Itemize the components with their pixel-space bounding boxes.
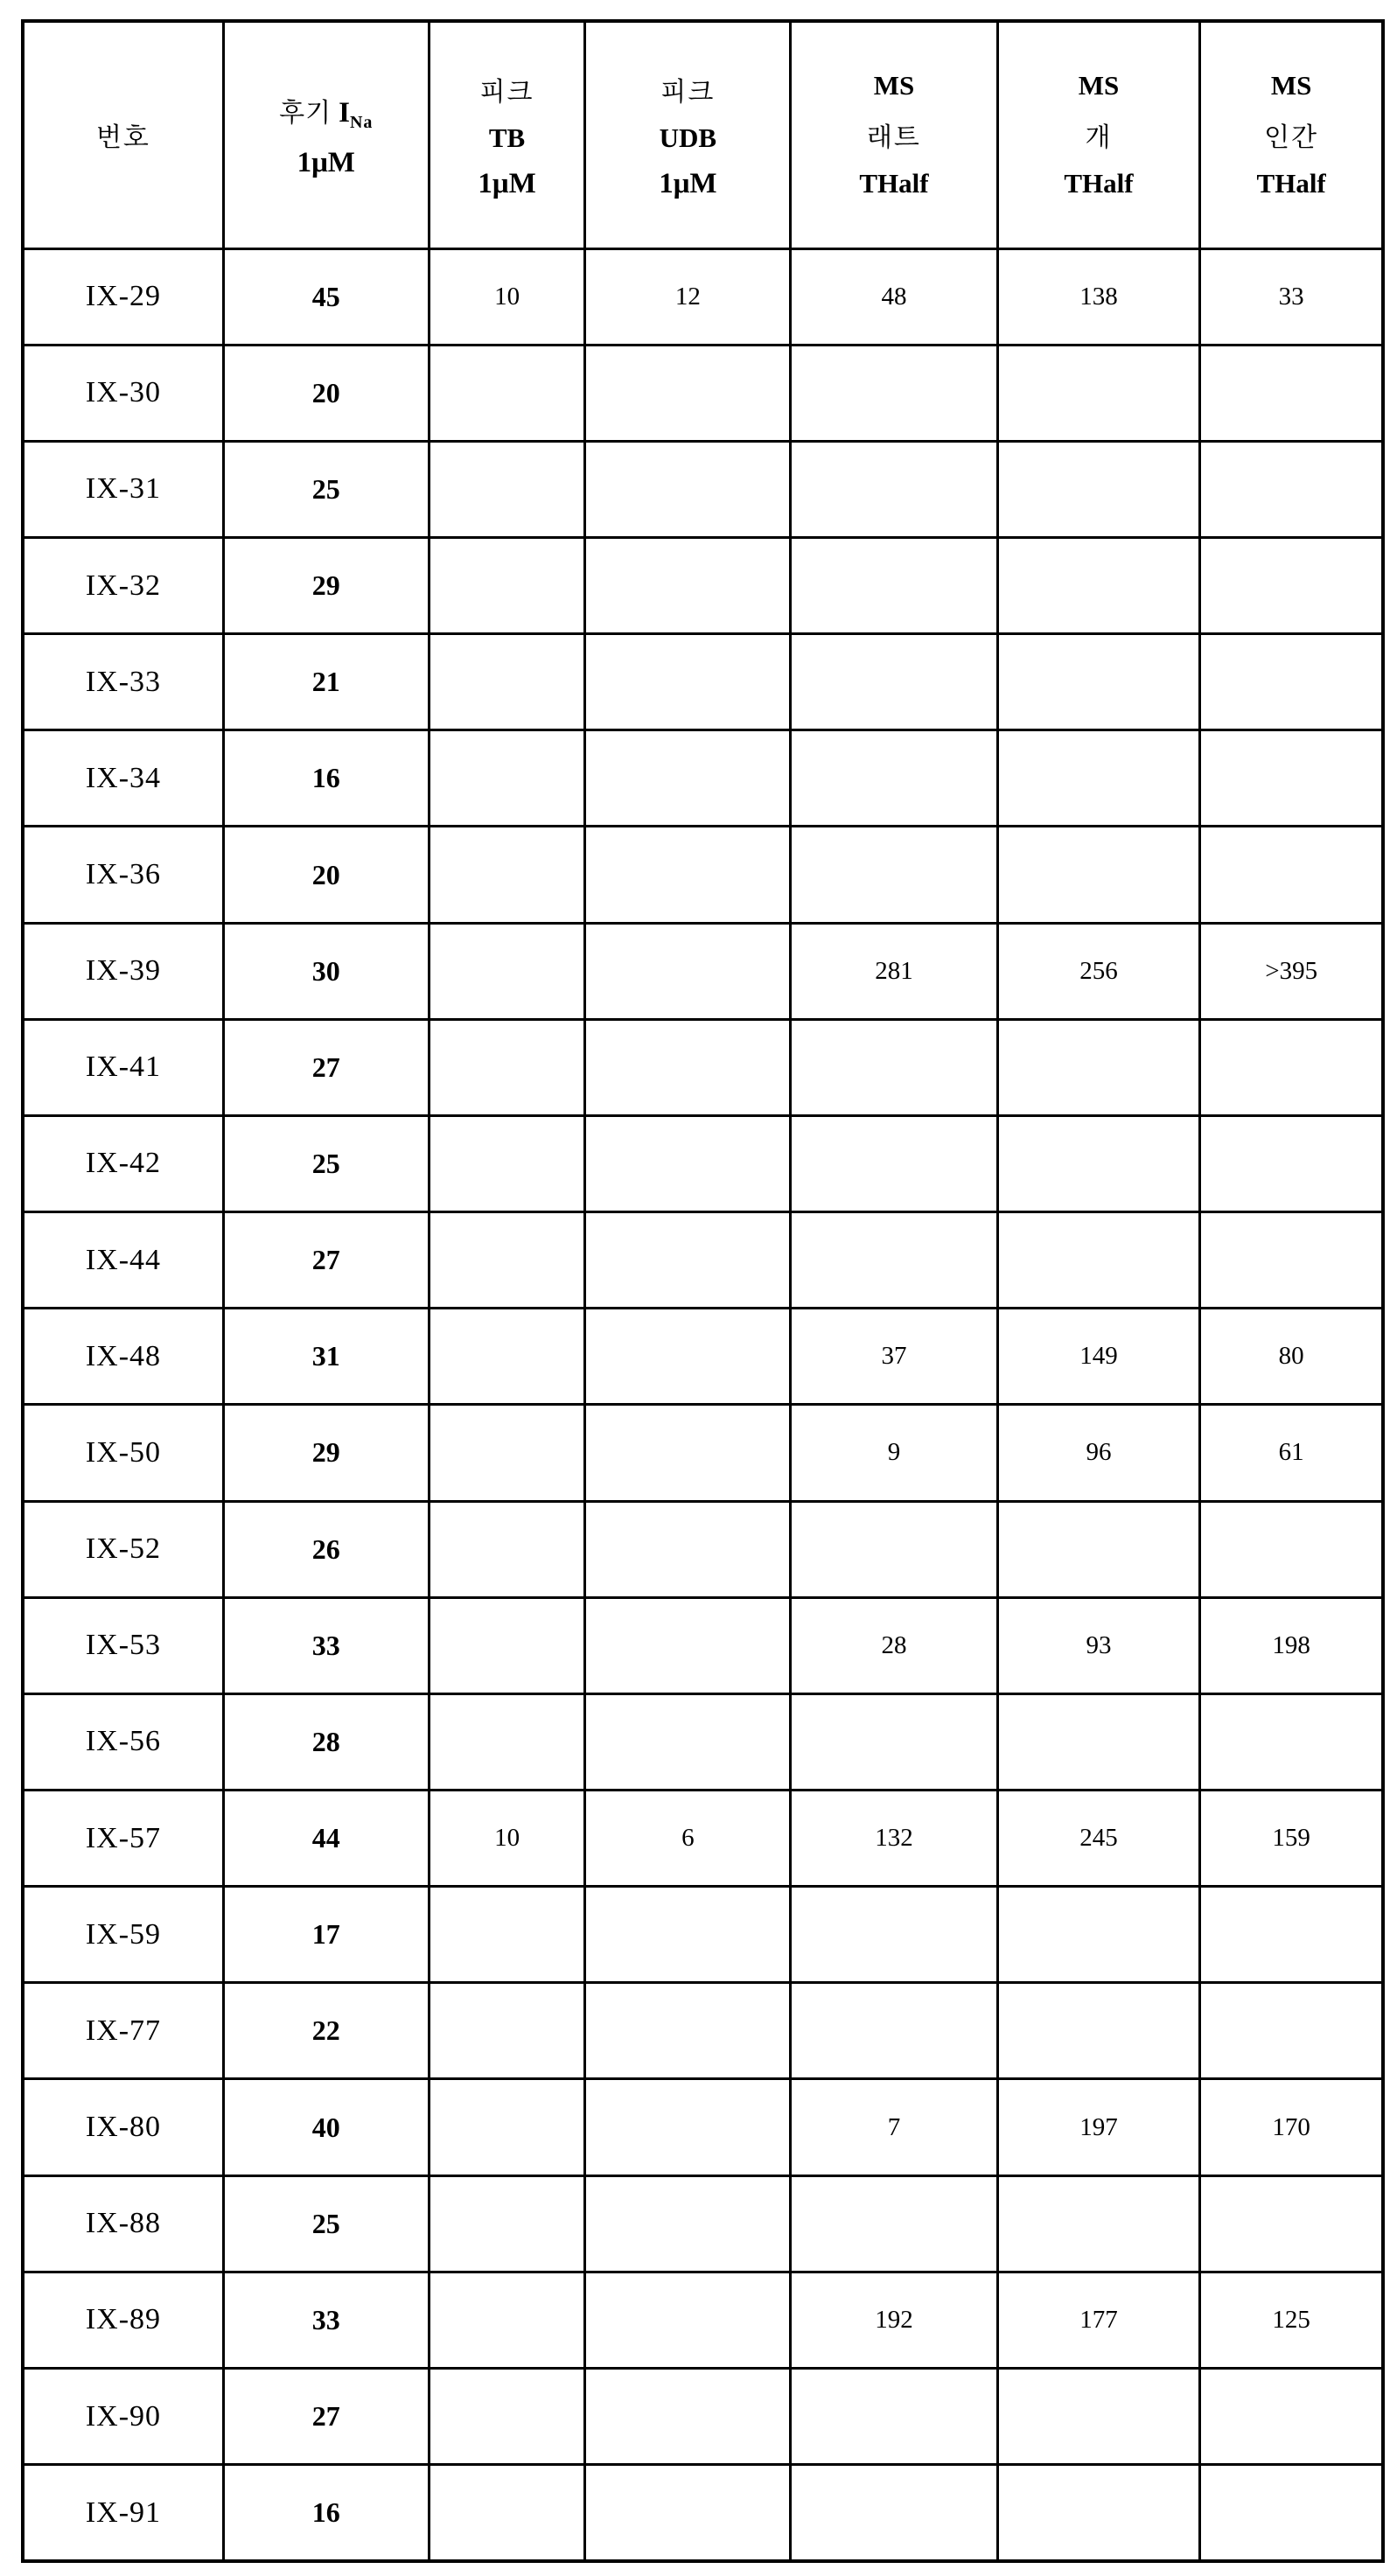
table-row xyxy=(23,730,1383,827)
cell-ms-dog-thalf xyxy=(997,1019,1200,1115)
cell-peak-udb-value xyxy=(585,1887,791,1983)
cell-ms-human-thalf xyxy=(1200,730,1383,827)
cell-ms-dog-thalf: 149 xyxy=(997,1309,1200,1405)
cell-peak-udb-value xyxy=(585,1597,791,1693)
cell-ms-dog-thalf: 256 xyxy=(997,923,1200,1019)
cell-peak-udb-value xyxy=(585,2175,791,2272)
cell-peak-tb-value xyxy=(429,345,585,441)
cell-compound-number: IX-30 xyxy=(23,345,223,441)
cell-peak-tb-value xyxy=(429,1887,585,1983)
cell-peak-tb-value xyxy=(429,1405,585,1501)
cell-ms-rat-thalf xyxy=(791,1887,997,1983)
table-row xyxy=(23,2368,1383,2464)
cell-ms-human-thalf xyxy=(1200,441,1383,537)
cell-peak-udb-value xyxy=(585,1693,791,1790)
cell-late-ina-value: 22 xyxy=(223,1983,429,2079)
cell-ms-human-thalf: 33 xyxy=(1200,248,1383,345)
cell-peak-udb-value xyxy=(585,1212,791,1309)
cell-late-ina-value: 44 xyxy=(223,1791,429,1887)
cell-ms-rat-thalf xyxy=(791,537,997,633)
header-ms-label: MS xyxy=(873,70,915,101)
cell-peak-udb-value xyxy=(585,441,791,537)
cell-ms-human-thalf: 80 xyxy=(1200,1309,1383,1405)
cell-peak-udb-value xyxy=(585,634,791,730)
cell-ms-human-thalf xyxy=(1200,1693,1383,1790)
cell-late-ina-value: 33 xyxy=(223,2272,429,2368)
cell-compound-number: IX-32 xyxy=(23,537,223,633)
table-row xyxy=(23,248,1383,345)
cell-ms-dog-thalf xyxy=(997,827,1200,923)
cell-peak-udb-value xyxy=(585,2368,791,2464)
cell-compound-number: IX-50 xyxy=(23,1405,223,1501)
cell-peak-tb-value xyxy=(429,1597,585,1693)
cell-peak-udb-value xyxy=(585,2465,791,2561)
table-row xyxy=(23,1019,1383,1115)
cell-late-ina-value: 26 xyxy=(223,1501,429,1597)
table-row xyxy=(23,1309,1383,1405)
cell-late-ina-value: 27 xyxy=(223,1212,429,1309)
cell-compound-number: IX-53 xyxy=(23,1597,223,1693)
cell-ms-human-thalf xyxy=(1200,827,1383,923)
cell-peak-udb-value xyxy=(585,1019,791,1115)
cell-ms-dog-thalf xyxy=(997,2175,1200,2272)
cell-peak-tb-value xyxy=(429,730,585,827)
table-row xyxy=(23,634,1383,730)
header-ms-label: MS xyxy=(1270,70,1312,101)
cell-peak-tb-value xyxy=(429,634,585,730)
header-thalf-label: THalf xyxy=(1256,168,1326,199)
cell-late-ina-value: 20 xyxy=(223,345,429,441)
header-ms-label: MS xyxy=(1078,70,1120,101)
cell-peak-tb-value xyxy=(429,1115,585,1211)
cell-compound-number: IX-57 xyxy=(23,1791,223,1887)
cell-ms-rat-thalf xyxy=(791,1115,997,1211)
cell-compound-number: IX-34 xyxy=(23,730,223,827)
header-row xyxy=(23,21,1383,248)
cell-ms-dog-thalf xyxy=(997,2465,1200,2561)
header-late-ina-label: 후기 $I_{Na}$ xyxy=(279,96,374,132)
cell-peak-udb-value xyxy=(585,2272,791,2368)
cell-ms-human-thalf xyxy=(1200,2175,1383,2272)
cell-ms-human-thalf xyxy=(1200,1212,1383,1309)
cell-ms-rat-thalf xyxy=(791,441,997,537)
cell-compound-number: IX-56 xyxy=(23,1693,223,1790)
cell-ms-human-thalf xyxy=(1200,2465,1383,2561)
cell-peak-tb-value xyxy=(429,1693,585,1790)
header-rat-label: 래트 xyxy=(866,123,921,153)
cell-ms-rat-thalf xyxy=(791,2465,997,2561)
cell-peak-udb-value xyxy=(585,2079,791,2175)
table-row xyxy=(23,1501,1383,1597)
cell-late-ina-value: 45 xyxy=(223,248,429,345)
cell-ms-human-thalf xyxy=(1200,1983,1383,2079)
cell-peak-tb-value: 10 xyxy=(429,1791,585,1887)
table-row xyxy=(23,2272,1383,2368)
header-tb-label: TB xyxy=(488,122,526,153)
cell-compound-number: IX-29 xyxy=(23,248,223,345)
header-cell-peak-udb xyxy=(585,21,791,248)
cell-compound-number: IX-90 xyxy=(23,2368,223,2464)
cell-ms-human-thalf xyxy=(1200,1019,1383,1115)
cell-late-ina-value: 40 xyxy=(223,2079,429,2175)
cell-peak-udb-value xyxy=(585,537,791,633)
cell-ms-dog-thalf: 197 xyxy=(997,2079,1200,2175)
header-udb-conc: 1μM xyxy=(659,167,717,199)
cell-ms-rat-thalf xyxy=(791,345,997,441)
cell-ms-dog-thalf xyxy=(997,1887,1200,1983)
table-row xyxy=(23,537,1383,633)
table-row xyxy=(23,923,1383,1019)
cell-peak-tb-value: 10 xyxy=(429,248,585,345)
cell-ms-rat-thalf: 192 xyxy=(791,2272,997,2368)
cell-peak-tb-value xyxy=(429,827,585,923)
table-row xyxy=(23,2079,1383,2175)
cell-ms-rat-thalf xyxy=(791,634,997,730)
cell-late-ina-value: 25 xyxy=(223,1115,429,1211)
cell-ms-human-thalf: 198 xyxy=(1200,1597,1383,1693)
cell-ms-rat-thalf xyxy=(791,1501,997,1597)
cell-peak-tb-value xyxy=(429,441,585,537)
cell-late-ina-value: 20 xyxy=(223,827,429,923)
cell-compound-number: IX-44 xyxy=(23,1212,223,1309)
cell-ms-dog-thalf xyxy=(997,1115,1200,1211)
cell-ms-rat-thalf: 132 xyxy=(791,1791,997,1887)
cell-peak-udb-value xyxy=(585,1501,791,1597)
cell-peak-tb-value xyxy=(429,2272,585,2368)
cell-peak-tb-value xyxy=(429,1019,585,1115)
cell-ms-human-thalf xyxy=(1200,634,1383,730)
header-cell-ms-dog xyxy=(997,21,1200,248)
cell-ms-rat-thalf xyxy=(791,1212,997,1309)
compound-activity-table xyxy=(21,19,1385,2563)
cell-compound-number: IX-59 xyxy=(23,1887,223,1983)
cell-peak-tb-value xyxy=(429,1309,585,1405)
header-cell-ms-human xyxy=(1200,21,1383,248)
cell-compound-number: IX-52 xyxy=(23,1501,223,1597)
table-row xyxy=(23,1405,1383,1501)
cell-peak-tb-value xyxy=(429,2175,585,2272)
cell-ms-dog-thalf xyxy=(997,345,1200,441)
cell-compound-number: IX-91 xyxy=(23,2465,223,2561)
cell-compound-number: IX-42 xyxy=(23,1115,223,1211)
cell-ms-dog-thalf xyxy=(997,634,1200,730)
table-row xyxy=(23,827,1383,923)
header-tb-conc: 1μM xyxy=(478,167,536,199)
cell-ms-dog-thalf xyxy=(997,1983,1200,2079)
cell-compound-number: IX-39 xyxy=(23,923,223,1019)
cell-ms-rat-thalf xyxy=(791,1983,997,2079)
cell-ms-rat-thalf xyxy=(791,2175,997,2272)
header-cell-number xyxy=(23,21,223,248)
cell-compound-number: IX-41 xyxy=(23,1019,223,1115)
cell-ms-dog-thalf xyxy=(997,1693,1200,1790)
cell-peak-tb-value xyxy=(429,2465,585,2561)
table-row xyxy=(23,2175,1383,2272)
cell-late-ina-value: 30 xyxy=(223,923,429,1019)
table-row xyxy=(23,1597,1383,1693)
cell-peak-tb-value xyxy=(429,537,585,633)
cell-late-ina-value: 29 xyxy=(223,537,429,633)
header-udb-label: UDB xyxy=(659,122,717,153)
cell-late-ina-value: 27 xyxy=(223,1019,429,1115)
cell-peak-udb-value xyxy=(585,1115,791,1211)
cell-ms-human-thalf xyxy=(1200,1115,1383,1211)
header-peak-label: 피크 xyxy=(660,77,716,107)
cell-compound-number: IX-80 xyxy=(23,2079,223,2175)
cell-ms-rat-thalf: 7 xyxy=(791,2079,997,2175)
header-number-label: 번호 xyxy=(95,123,150,153)
cell-late-ina-value: 33 xyxy=(223,1597,429,1693)
table-row xyxy=(23,441,1383,537)
cell-peak-tb-value xyxy=(429,2079,585,2175)
cell-ms-human-thalf xyxy=(1200,1501,1383,1597)
header-thalf-label: THalf xyxy=(1064,168,1134,199)
cell-late-ina-value: 28 xyxy=(223,1693,429,1790)
cell-late-ina-value: 25 xyxy=(223,2175,429,2272)
header-peak-label: 피크 xyxy=(479,77,534,107)
cell-ms-human-thalf: 125 xyxy=(1200,2272,1383,2368)
cell-ms-human-thalf: 61 xyxy=(1200,1405,1383,1501)
cell-peak-tb-value xyxy=(429,1983,585,2079)
table-row xyxy=(23,2465,1383,2561)
cell-peak-tb-value xyxy=(429,2368,585,2464)
header-cell-late-ina xyxy=(223,21,429,248)
cell-ms-dog-thalf xyxy=(997,730,1200,827)
cell-peak-udb-value xyxy=(585,730,791,827)
cell-compound-number: IX-33 xyxy=(23,634,223,730)
cell-compound-number: IX-48 xyxy=(23,1309,223,1405)
header-late-ina-conc: 1μM xyxy=(297,146,355,178)
cell-compound-number: IX-89 xyxy=(23,2272,223,2368)
cell-ms-rat-thalf xyxy=(791,2368,997,2464)
cell-ms-dog-thalf xyxy=(997,1501,1200,1597)
cell-peak-tb-value xyxy=(429,1212,585,1309)
cell-ms-dog-thalf xyxy=(997,2368,1200,2464)
table-row xyxy=(23,1983,1383,2079)
cell-late-ina-value: 17 xyxy=(223,1887,429,1983)
cell-late-ina-value: 29 xyxy=(223,1405,429,1501)
cell-ms-rat-thalf: 28 xyxy=(791,1597,997,1693)
cell-ms-rat-thalf xyxy=(791,730,997,827)
cell-ms-dog-thalf: 93 xyxy=(997,1597,1200,1693)
cell-late-ina-value: 27 xyxy=(223,2368,429,2464)
cell-peak-udb-value xyxy=(585,1405,791,1501)
table-row xyxy=(23,345,1383,441)
cell-ms-dog-thalf: 245 xyxy=(997,1791,1200,1887)
cell-peak-udb-value xyxy=(585,827,791,923)
header-cell-peak-tb xyxy=(429,21,585,248)
cell-ms-rat-thalf: 9 xyxy=(791,1405,997,1501)
cell-ms-human-thalf xyxy=(1200,1887,1383,1983)
cell-peak-udb-value: 12 xyxy=(585,248,791,345)
header-cell-ms-rat xyxy=(791,21,997,248)
cell-ms-dog-thalf xyxy=(997,441,1200,537)
cell-ms-human-thalf: 159 xyxy=(1200,1791,1383,1887)
table-row xyxy=(23,1887,1383,1983)
cell-ms-rat-thalf xyxy=(791,1693,997,1790)
table-row xyxy=(23,1693,1383,1790)
cell-peak-udb-value xyxy=(585,1309,791,1405)
cell-peak-udb-value xyxy=(585,923,791,1019)
cell-ms-rat-thalf: 48 xyxy=(791,248,997,345)
cell-peak-tb-value xyxy=(429,923,585,1019)
cell-late-ina-value: 16 xyxy=(223,730,429,827)
header-thalf-label: THalf xyxy=(859,168,929,199)
cell-ms-dog-thalf: 96 xyxy=(997,1405,1200,1501)
cell-peak-udb-value xyxy=(585,345,791,441)
cell-ms-human-thalf xyxy=(1200,345,1383,441)
cell-compound-number: IX-77 xyxy=(23,1983,223,2079)
cell-peak-udb-value: 6 xyxy=(585,1791,791,1887)
cell-ms-rat-thalf xyxy=(791,827,997,923)
cell-ms-dog-thalf: 138 xyxy=(997,248,1200,345)
table-row xyxy=(23,1791,1383,1887)
cell-ms-rat-thalf: 37 xyxy=(791,1309,997,1405)
cell-ms-dog-thalf: 177 xyxy=(997,2272,1200,2368)
cell-compound-number: IX-88 xyxy=(23,2175,223,2272)
cell-compound-number: IX-36 xyxy=(23,827,223,923)
cell-late-ina-value: 21 xyxy=(223,634,429,730)
table-row xyxy=(23,1212,1383,1309)
cell-peak-udb-value xyxy=(585,1983,791,2079)
cell-peak-tb-value xyxy=(429,1501,585,1597)
cell-ms-dog-thalf xyxy=(997,537,1200,633)
cell-late-ina-value: 31 xyxy=(223,1309,429,1405)
cell-ms-human-thalf xyxy=(1200,2368,1383,2464)
cell-late-ina-value: 25 xyxy=(223,441,429,537)
cell-ms-rat-thalf: 281 xyxy=(791,923,997,1019)
cell-ms-rat-thalf xyxy=(791,1019,997,1115)
cell-late-ina-value: 16 xyxy=(223,2465,429,2561)
header-dog-label: 개 xyxy=(1085,123,1113,153)
cell-ms-human-thalf: >395 xyxy=(1200,923,1383,1019)
cell-ms-dog-thalf xyxy=(997,1212,1200,1309)
cell-ms-human-thalf: 170 xyxy=(1200,2079,1383,2175)
table-row xyxy=(23,1115,1383,1211)
header-human-label: 인간 xyxy=(1264,123,1319,153)
cell-compound-number: IX-31 xyxy=(23,441,223,537)
cell-ms-human-thalf xyxy=(1200,537,1383,633)
